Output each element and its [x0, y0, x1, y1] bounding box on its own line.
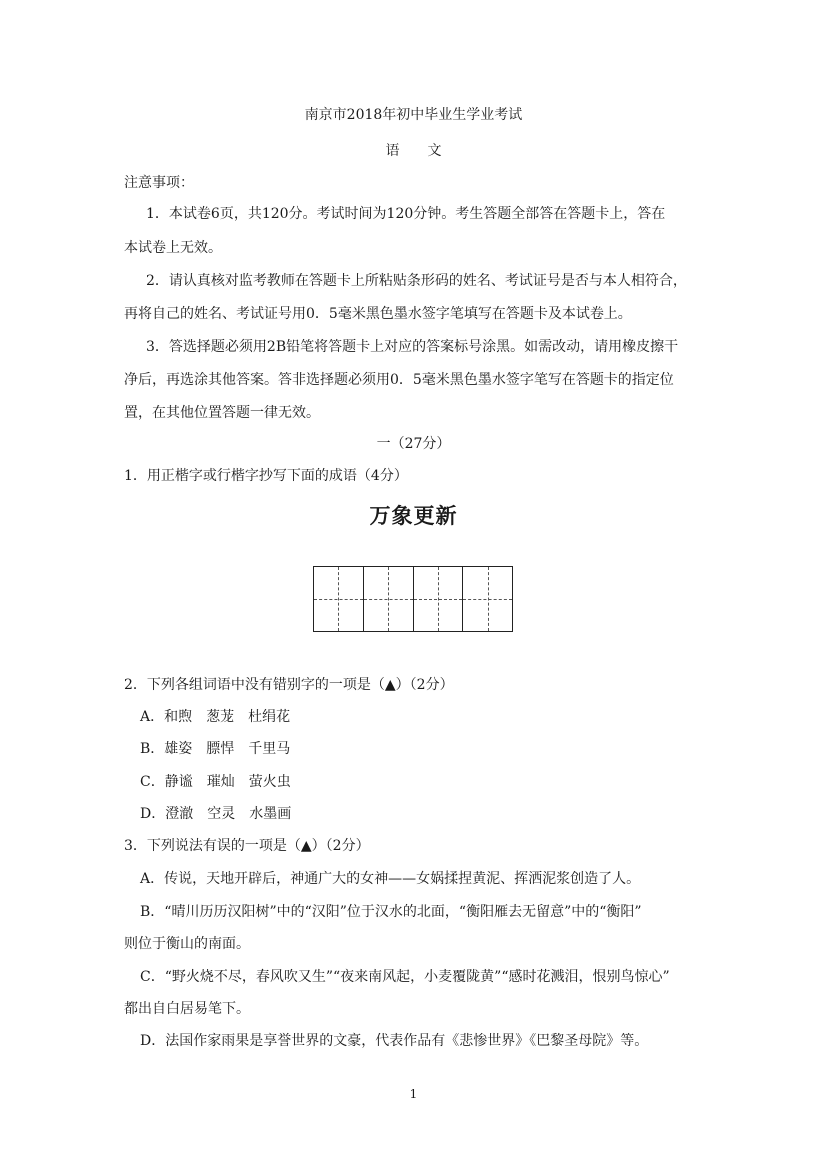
q3-option-b-cont: 则位于衡山的南面。: [124, 936, 250, 952]
question-3-stem: 3．下列说法有误的一项是（▲）（2分）: [124, 838, 370, 854]
q2-option-c: C．静谧 璀灿 萤火虫: [140, 774, 291, 790]
question-2-stem: 2．下列各组词语中没有错别字的一项是（▲）（2分）: [124, 677, 454, 693]
grid-cell: [314, 567, 364, 631]
subject-title: 语 文: [385, 143, 442, 159]
q3-option-a: A．传说，天地开辟后，神通广大的女神——女娲揉捏黄泥、挥洒泥浆创造了人。: [140, 871, 641, 887]
grid-cell: [463, 567, 512, 631]
page-number: 1: [409, 1087, 418, 1101]
q3-option-c-cont: 都出自白居易笔下。: [124, 1001, 250, 1017]
notice-line: 再将自己的姓名、考试证号用0．5毫米黑色墨水签字笔填写在答题卡及本试卷上。: [124, 306, 632, 322]
notice-line: 本试卷上无效。: [124, 240, 222, 256]
q2-option-d: D．澄澈 空灵 水墨画: [140, 806, 292, 822]
q3-option-d: D．法国作家雨果是享誉世界的文豪，代表作品有《悲惨世界》《巴黎圣母院》等。: [140, 1033, 649, 1049]
q2-option-a: A．和煦 葱茏 杜绢花: [140, 709, 291, 725]
exam-title: 南京市2018年初中毕业生学业考试: [304, 107, 523, 123]
notice-line: 1．本试卷6页，共120分。考试时间为120分钟。考生答题全部答在答题卡上，答在: [146, 206, 666, 222]
grid-cell: [364, 567, 414, 631]
notice-line: 置，在其他位置答题一律无效。: [124, 405, 320, 421]
q2-option-b: B．雄姿 膘悍 千里马: [140, 741, 291, 757]
q3-option-c: C．“野火烧不尽，春风吹又生”“夜来南风起，小麦覆陇黄”“感时花溅泪，恨别鸟惊心”: [140, 969, 670, 985]
idiom-text: 万象更新: [369, 503, 458, 528]
grid-cell: [414, 567, 464, 631]
section-heading: 一（27分）: [376, 436, 451, 452]
notice-line: 2．请认真核对监考教师在答题卡上所粘贴条形码的姓名、考试证号是否与本人相符合，: [146, 273, 687, 289]
notice-line: 3．答选择题必须用2B铅笔将答题卡上对应的答案标号涂黑。如需改动，请用橡皮擦干: [146, 339, 679, 355]
notice-line: 净后，再选涂其他答案。答非选择题必须用0．5毫米黑色墨水签字笔写在答题卡的指定位: [124, 372, 674, 388]
q3-option-b: B．“晴川历历汉阳树”中的“汉阳”位于汉水的北面，“衡阳雁去无留意”中的“衡阳”: [140, 904, 642, 920]
question-1-stem: 1．用正楷字或行楷字抄写下面的成语（4分）: [124, 468, 408, 484]
writing-grid: [313, 566, 513, 632]
notice-heading: 注意事项：: [124, 175, 194, 191]
